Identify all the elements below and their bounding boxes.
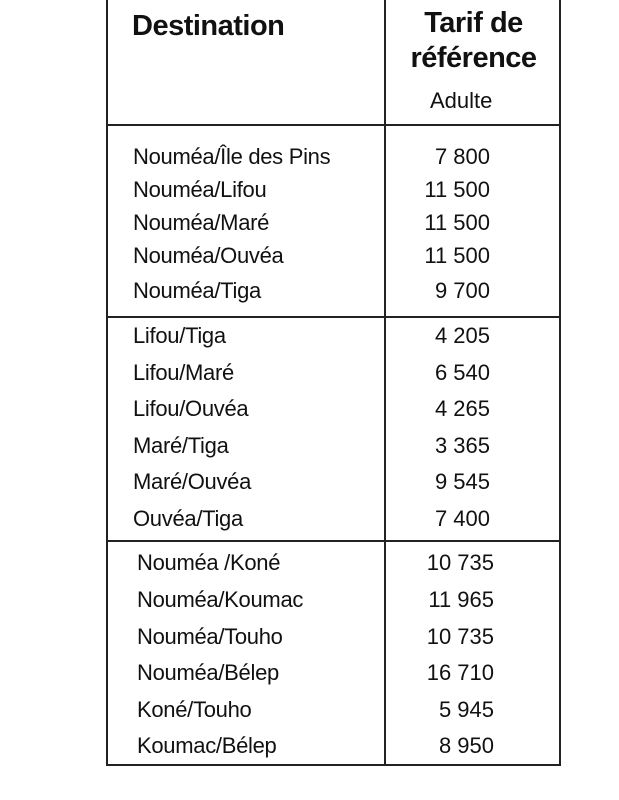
table-row: [106, 240, 561, 274]
tarif-cell: 7 800: [434, 144, 490, 169]
table-row: [106, 207, 561, 241]
destination-cell: Ouvéa/Tiga: [133, 506, 243, 531]
destination-cell: Lifou/Tiga: [133, 323, 226, 348]
destination-cell: Koumac/Bélep: [137, 733, 277, 758]
table-row: [106, 657, 561, 691]
header-destination: Destination: [132, 10, 285, 42]
table-row: [106, 584, 561, 618]
destination-cell: Nouméa/Ouvéa: [133, 243, 284, 268]
tarif-cell: 9 700: [434, 278, 490, 303]
tarif-cell: 16 710: [426, 660, 494, 685]
group-divider: [106, 316, 561, 318]
destination-cell: Maré/Tiga: [133, 433, 229, 458]
destination-cell: Koné/Touho: [137, 697, 252, 722]
tarif-cell: 10 735: [426, 550, 494, 575]
destination-cell: Maré/Ouvéa: [133, 469, 252, 494]
tarif-cell: 8 950: [438, 733, 494, 758]
tarif-cell: 10 735: [426, 624, 494, 649]
tarif-cell: 7 400: [434, 506, 490, 531]
destination-cell: Lifou/Ouvéa: [133, 396, 249, 421]
tarif-cell: 6 540: [434, 360, 490, 385]
table-row: [106, 357, 561, 391]
destination-cell: Nouméa /Koné: [137, 550, 281, 575]
header-tarif-line1: Tarif de: [424, 7, 523, 39]
table-row: [106, 730, 561, 764]
tarif-cell: 4 265: [434, 396, 490, 421]
table-row: [106, 694, 561, 728]
table-row: [106, 275, 561, 309]
table-row: [106, 393, 561, 427]
destination-cell: Nouméa/Maré: [133, 210, 270, 235]
destination-cell: Nouméa/Lifou: [133, 177, 267, 202]
group-divider: [106, 540, 561, 542]
table-row: [106, 141, 561, 175]
tarif-cell: 11 500: [424, 243, 490, 268]
table-row: [106, 503, 561, 537]
destination-cell: Nouméa/Île des Pins: [133, 144, 331, 169]
destination-cell: Nouméa/Bélep: [137, 660, 279, 685]
header-tarif-subtitle: Adulte: [430, 88, 493, 113]
tarif-cell: 11 500: [424, 177, 490, 202]
header-divider: [106, 124, 561, 126]
tarif-cell: 11 500: [424, 210, 490, 235]
destination-cell: Nouméa/Koumac: [137, 587, 304, 612]
table-row: [106, 547, 561, 581]
tarif-cell: 3 365: [434, 433, 490, 458]
header-tarif-line2: référence: [410, 42, 537, 74]
table-row: [106, 320, 561, 354]
table-row: [106, 430, 561, 464]
tarif-cell: 11 965: [428, 587, 494, 612]
destination-cell: Nouméa/Tiga: [133, 278, 261, 303]
table-row: [106, 621, 561, 655]
destination-cell: Nouméa/Touho: [137, 624, 283, 649]
tarif-cell: 5 945: [438, 697, 494, 722]
tarif-cell: 4 205: [434, 323, 490, 348]
table-row: [106, 174, 561, 208]
table-row: [106, 466, 561, 500]
destination-cell: Lifou/Maré: [133, 360, 234, 385]
tarif-cell: 9 545: [434, 469, 490, 494]
